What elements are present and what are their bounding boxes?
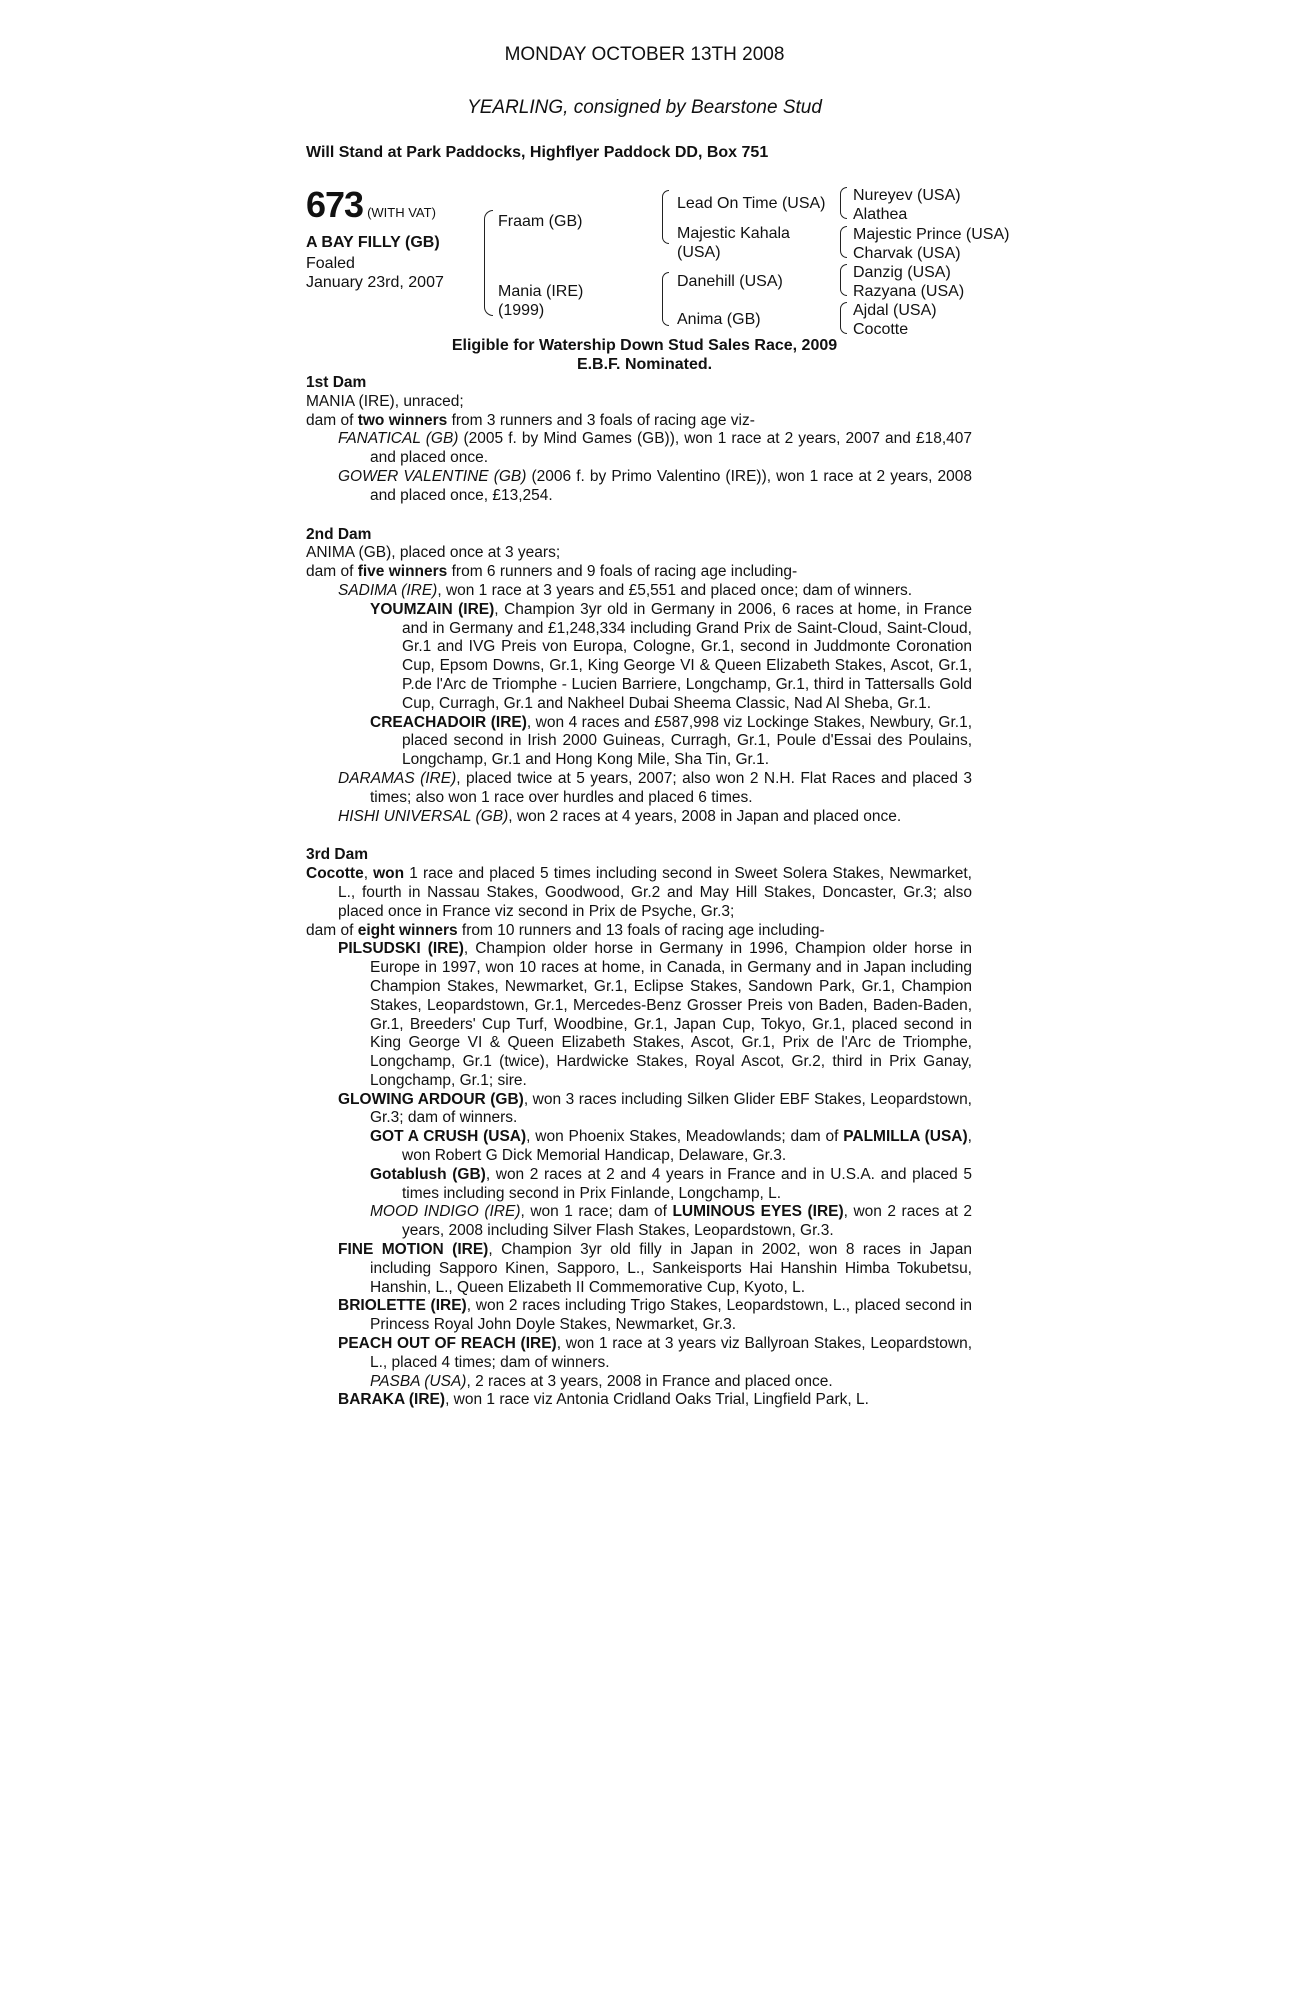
- third-dam-produce-7: BRIOLETTE (IRE), won 2 races including Trigo Stakes, Leopardstown, L., placed second in Princess Royal John Doyle Stakes, Newmarket, Gr.3.: [338, 1297, 972, 1334]
- third-dam-produce-2: GLOWING ARDOUR (GB), won 3 races including Silken Glider EBF Stakes, Leopardstown, Gr.3; dam of winners.: [338, 1090, 972, 1127]
- consignor-line: YEARLING, consigned by Bearstone Stud: [467, 97, 822, 118]
- second-dam-produce-3: CREACHADOIR (IRE), won 4 races and £587,998 viz Lockinge Stakes, Newbury, Gr.1, placed second in Irish 2000 Guineas, Curragh, Gr.1, Poule d'Essai des Poulains, Longchamp, Gr.1 and Hong Kong Mile, Sha Tin, Gr.1.: [370, 713, 972, 769]
- brace-sire-dam: [484, 210, 493, 316]
- ped-dam-sire: Danehill (USA): [677, 273, 783, 290]
- lot-number: 673: [306, 184, 364, 225]
- third-dam-produce-9: PASBA (USA), 2 races at 3 years, 2008 in France and placed once.: [370, 1372, 833, 1390]
- third-dam-produce-3: GOT A CRUSH (USA), won Phoenix Stakes, Meadowlands; dam of PALMILLA (USA), won Robert G Dick Memorial Handicap, Delaware, Gr.3.: [370, 1128, 972, 1165]
- third-dam-produce-6: FINE MOTION (IRE), Champion 3yr old filly in Japan in 2002, won 8 races in Japan including Sapporo Kinen, Sapporo, L., Sankeisports Hai Hanshin Himba Tokubetsu, Hanshin, L., Queen Elizabeth II Commemorative Cup, Kyoto, L.: [338, 1241, 972, 1296]
- ped-sire-sire: Lead On Time (USA): [677, 195, 826, 212]
- sale-date: MONDAY OCTOBER 13TH 2008: [504, 44, 785, 65]
- ped-sss: Nureyev (USA): [853, 187, 961, 204]
- ped-sds: Majestic Prince (USA): [853, 226, 1010, 243]
- first-dam-line-2: dam of two winners from 3 runners and 3 foals of racing age viz-: [306, 411, 755, 429]
- third-dam-produce-10: BARAKA (IRE), won 1 race viz Antonia Cridland Oaks Trial, Lingfield Park, L.: [338, 1391, 869, 1409]
- ped-sdd: Charvak (USA): [853, 245, 961, 262]
- second-dam-heading: 2nd Dam: [306, 525, 372, 543]
- ped-dds: Ajdal (USA): [853, 302, 937, 319]
- second-dam-produce-2: YOUMZAIN (IRE), Champion 3yr old in Germany in 2006, 6 races at home, in France and in Germany and £1,248,334 including Grand Prix de Saint-Cloud, Saint-Cloud, Gr.1 and IVG Preis von Europa, Cologne, Gr.1, second in Juddmonte Coronation Cup, Epsom Downs, Gr.1, King George VI & Queen Elizabeth Stakes, Ascot, Gr.1, P.de l'Arc de Triomphe - Lucien Barriere, Longchamp, Gr.1, third in Tattersalls Gold Cup, Curragh, Gr.1 and Nakheel Dubai Sheema Classic, Nad Al Sheba, Gr.1.: [370, 600, 972, 712]
- lot-header: [306, 184, 436, 226]
- ped-sire-dam: Majestic Kahala: [677, 225, 790, 242]
- third-dam-produce-4: Gotablush (GB), won 2 races at 2 and 4 years in France and in U.S.A. and placed 5 times including second in Prix Finlande, Longchamp, L.: [370, 1165, 972, 1202]
- third-dam-line-1: Cocotte, won 1 race and placed 5 times including second in Sweet Solera Stakes, Newmarket, L., fourth in Nassau Stakes, Goodwood, Gr.2 and May Hill Stakes, Doncaster, Gr.3; also placed once in France viz second in Prix de Psyche, Gr.3;: [306, 865, 972, 920]
- first-dam-line-1: MANIA (IRE), unraced;: [306, 392, 464, 410]
- second-dam-produce-4: DARAMAS (IRE), placed twice at 5 years, 2007; also won 2 N.H. Flat Races and placed 3 times; also won 1 race over hurdles and placed 6 times.: [338, 769, 972, 806]
- third-dam-produce-8: PEACH OUT OF REACH (IRE), won 1 race at 3 years viz Ballyroan Stakes, Leopardstown, L., placed 4 times; dam of winners.: [338, 1335, 973, 1371]
- ped-ssd: Alathea: [853, 206, 908, 223]
- ped-dsd: Razyana (USA): [853, 283, 965, 300]
- third-dam-heading: 3rd Dam: [306, 846, 369, 864]
- brace-gp1: [840, 187, 847, 219]
- second-dam-line-1: ANIMA (GB), placed once at 3 years;: [306, 544, 561, 562]
- brace-dam-line: [662, 272, 669, 326]
- lot-vat: (WITH VAT): [367, 205, 436, 220]
- ped-dam-year: (1999): [498, 302, 545, 319]
- third-dam-produce-1: PILSUDSKI (IRE), Champion older horse in Germany in 1996, Champion older horse in Europe in 1997, won 10 races at home, in Canada, in Germany and in Japan including Champion Stakes, Newmarket, Gr.1, Eclipse Stakes, Sandown Park, Gr.1, Champion Stakes, Leopardstown, Gr.1, Mercedes-Benz Grosser Preis von Baden, Baden-Baden, Gr.1, Breeders' Cup Turf, Woodbine, Gr.1, Japan Cup, Tokyo, Gr.1, placed second in King George VI & Queen Elizabeth Stakes, Ascot, Gr.1, Prix de l'Arc de Triomphe, Longchamp, Gr.1 (twice), Hardwicke Stakes, Royal Ascot, Gr.2, third in Prix Ganay, Longchamp, Gr.1; sire.: [338, 940, 972, 1089]
- ped-dss: Danzig (USA): [853, 264, 951, 281]
- ped-dam-dam: Anima (GB): [677, 311, 761, 328]
- third-dam-line-2: dam of eight winners from 10 runners and 13 foals of racing age including-: [306, 921, 825, 939]
- horse-name: A BAY FILLY (GB): [306, 234, 440, 251]
- second-dam-line-2: dam of five winners from 6 runners and 9 foals of racing age including-: [306, 563, 798, 581]
- eligibility-line-2: E.B.F. Nominated.: [576, 356, 713, 373]
- ped-dam: Mania (IRE): [498, 283, 584, 300]
- third-dam-produce-5: MOOD INDIGO (IRE), won 1 race; dam of LUMINOUS EYES (IRE), won 2 races at 2 years, 2008 including Silver Flash Stakes, Leopardstown, Gr.3.: [370, 1203, 972, 1240]
- foaled-label: Foaled: [306, 255, 355, 272]
- second-dam-produce-5: HISHI UNIVERSAL (GB), won 2 races at 4 years, 2008 in Japan and placed once.: [338, 807, 902, 825]
- stand-location: Will Stand at Park Paddocks, Highflyer Paddock DD, Box 751: [306, 144, 769, 161]
- first-dam-produce-1: FANATICAL (GB) (2005 f. by Mind Games (GB)), won 1 race at 2 years, 2007 and £18,407 and placed once.: [338, 430, 973, 467]
- catalogue-body: [306, 374, 972, 1410]
- first-dam-heading: 1st Dam: [306, 374, 367, 391]
- second-dam-produce-1: SADIMA (IRE), won 1 race at 3 years and £5,551 and placed once; dam of winners.: [338, 581, 913, 599]
- brace-gp4: [840, 302, 847, 334]
- eligibility-line-1: Eligible for Watership Down Stud Sales Race, 2009: [451, 337, 838, 354]
- brace-sire-line: [662, 190, 669, 244]
- ped-sire: Fraam (GB): [498, 213, 583, 230]
- foaled-date: January 23rd, 2007: [306, 274, 444, 291]
- foaled-info: [306, 254, 444, 292]
- first-dam-produce-2: GOWER VALENTINE (GB) (2006 f. by Primo Valentino (IRE)), won 1 race at 2 years, 2008 and placed once, £13,254.: [338, 467, 972, 504]
- brace-gp3: [840, 264, 847, 296]
- ped-ddd: Cocotte: [853, 321, 909, 338]
- brace-gp2: [840, 226, 847, 258]
- ped-sire-dam-2: (USA): [677, 244, 721, 261]
